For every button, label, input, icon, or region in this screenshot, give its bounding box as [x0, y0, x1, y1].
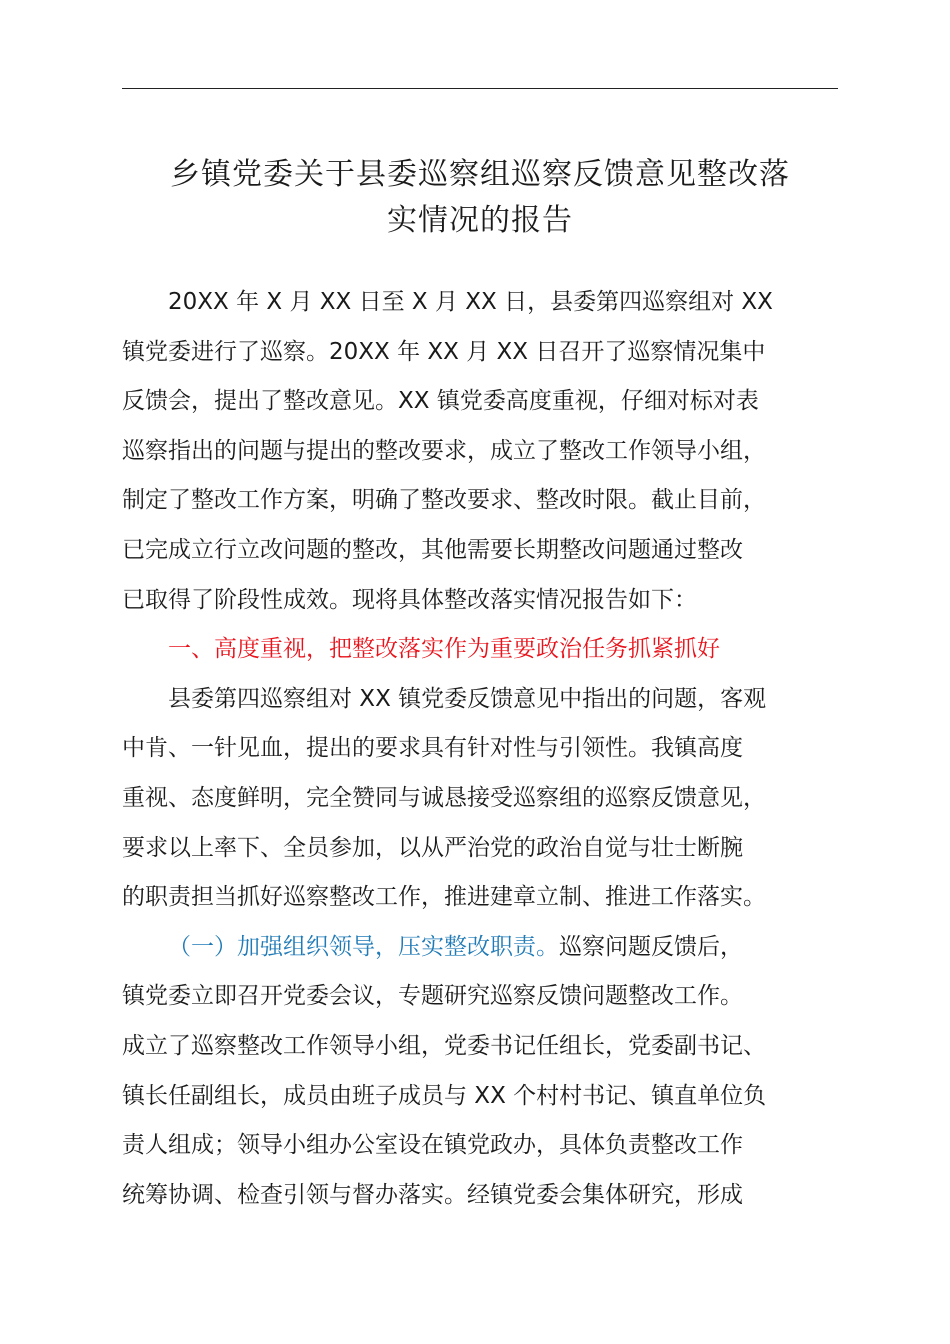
paragraph-line: 要求以上率下、全员参加，以从严治党的政治自觉与壮士断腕 — [122, 834, 743, 861]
paragraph-line: 镇党委进行了巡察。20XX 年 XX 月 XX 日召开了巡察情况集中 — [122, 338, 766, 365]
subsection-heading-1: （一）加强组织领导，压实整改职责。 — [168, 933, 559, 960]
paragraph-line: 成立了巡察整改工作领导小组，党委书记任组长，党委副书记、 — [122, 1032, 766, 1059]
paragraph-line: 镇长任副组长，成员由班子成员与 XX 个村村书记、镇直单位负 — [122, 1082, 767, 1109]
paragraph-line: 统筹协调、检查引领与督办落实。经镇党委会集体研究，形成 — [122, 1181, 743, 1208]
paragraph-line: 责人组成；领导小组办公室设在镇党政办，具体负责整改工作 — [122, 1132, 743, 1159]
paragraph-line: 县委第四巡察组对 XX 镇党委反馈意见中指出的问题，客观 — [168, 685, 767, 712]
paragraph-line: 已取得了阶段性成效。现将具体整改落实情况报告如下： — [122, 586, 697, 613]
paragraph-line: 的职责担当抓好巡察整改工作，推进建章立制、推进工作落实。 — [122, 884, 766, 911]
section-heading-1: 一、高度重视，把整改落实作为重要政治任务抓紧抓好 — [168, 636, 720, 663]
subsection-text: 巡察问题反馈后， — [559, 933, 743, 960]
paragraph-line: 重视、态度鲜明，完全赞同与诚恳接受巡察组的巡察反馈意见， — [122, 784, 766, 811]
paragraph-line: 巡察指出的问题与提出的整改要求，成立了整改工作领导小组， — [122, 437, 766, 464]
title-line-1: 乡镇党委关于县委巡察组巡察反馈意见整改落 — [170, 157, 790, 192]
paragraph-line: 制定了整改工作方案，明确了整改要求、整改时限。截止目前， — [122, 487, 766, 514]
paragraph-line: 中肯、一针见血，提出的要求具有针对性与引领性。我镇高度 — [122, 735, 743, 762]
title-line-2: 实情况的报告 — [387, 203, 573, 238]
paragraph-line: 镇党委立即召开党委会议，专题研究巡察反馈问题整改工作。 — [122, 983, 743, 1010]
paragraph-line: 反馈会，提出了整改意见。XX 镇党委高度重视，仔细对标对表 — [122, 388, 759, 415]
paragraph-line: 已完成立行立改问题的整改，其他需要长期整改问题通过整改 — [122, 536, 743, 563]
header-rule — [122, 88, 838, 89]
document-body — [122, 278, 862, 1220]
subsection-line — [122, 923, 862, 973]
document-title — [110, 152, 850, 244]
paragraph-line: 20XX 年 X 月 XX 日至 X 月 XX 日，县委第四巡察组对 XX — [168, 289, 773, 315]
